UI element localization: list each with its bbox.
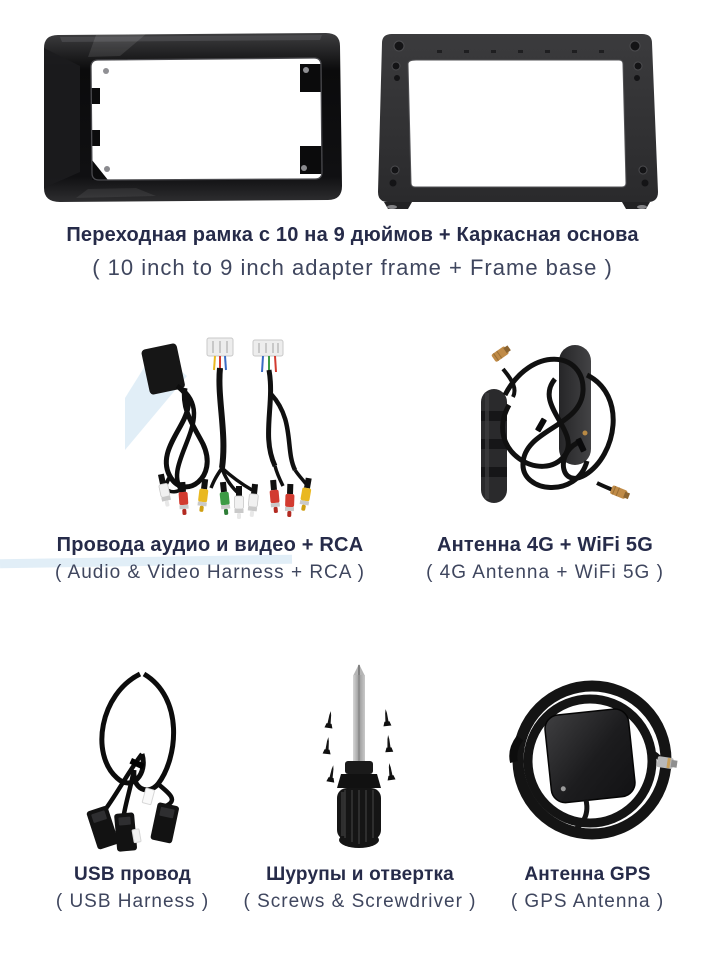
caption-adapter-frame [0, 224, 705, 281]
caption-screws [238, 864, 482, 913]
caption-gps-antenna-ru: Антенна GPS [524, 864, 651, 885]
gps-connector [656, 756, 677, 770]
caption-usb-harness [25, 864, 240, 913]
gps-antenna-photo [500, 660, 685, 855]
caption-screws-ru: Шурупы и отвертка [266, 864, 454, 885]
caption-antenna-4g-en: ( 4G Antenna + WiFi 5G ) [426, 562, 664, 583]
caption-av-harness-ru: Провода аудио и видео + RCA [56, 534, 364, 556]
sma-connector-gold [491, 344, 512, 362]
caption-adapter-frame-en: ( 10 inch to 9 inch adapter frame + Frame base ) [92, 255, 613, 280]
caption-adapter-frame-ru: Переходная рамка с 10 на 9 дюймов + Каркасная основа [66, 224, 639, 246]
adapter-frame-photo [36, 30, 346, 205]
caption-av-harness [15, 534, 405, 584]
caption-gps-antenna-en: ( GPS Antenna ) [510, 891, 665, 912]
caption-gps-antenna [485, 864, 690, 913]
frame-base-photo [362, 26, 672, 211]
caption-av-harness-en: ( Audio & Video Harness + RCA ) [55, 562, 365, 583]
usb-harness-photo [62, 662, 227, 857]
caption-antenna-4g-ru: Антенна 4G + WiFi 5G [436, 534, 654, 556]
caption-usb-harness-en: ( USB Harness ) [55, 891, 210, 912]
av-harness-photo [125, 328, 325, 523]
caption-antenna-4g [400, 534, 690, 584]
antenna-4g-wifi-photo [465, 333, 660, 518]
caption-usb-harness-ru: USB провод [74, 864, 191, 885]
caption-screws-en: ( Screws & Screwdriver ) [243, 891, 477, 912]
screws-screwdriver-photo [295, 662, 425, 852]
